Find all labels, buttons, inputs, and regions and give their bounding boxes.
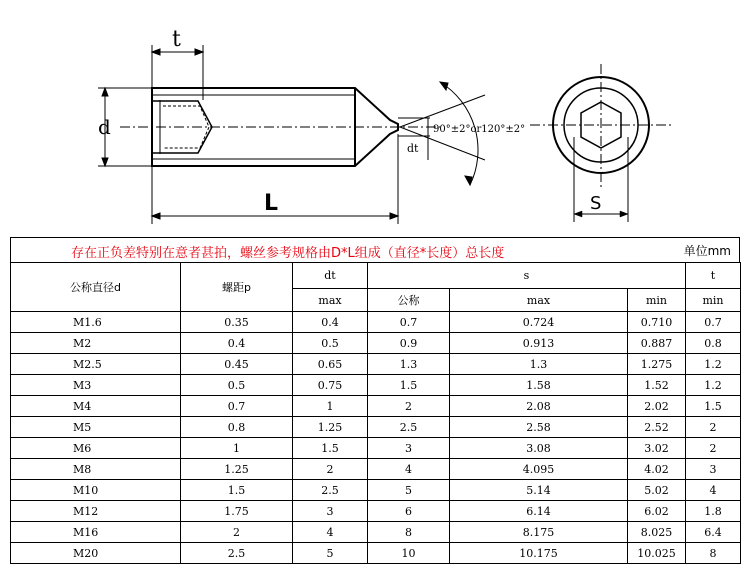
cell-size: M2.5 <box>11 354 181 375</box>
unit-label: 单位mm <box>683 244 731 258</box>
cell-t-min: 2 <box>686 417 741 438</box>
cell-size: M3 <box>11 375 181 396</box>
cell-pitch: 0.5 <box>181 375 293 396</box>
cell-s-nom: 10 <box>368 543 450 564</box>
label-L: L <box>264 191 279 216</box>
cell-s-max: 0.913 <box>450 333 628 354</box>
cell-dt-max: 0.65 <box>293 354 368 375</box>
cell-s-nom: 6 <box>368 501 450 522</box>
cell-dt-max: 1.25 <box>293 417 368 438</box>
cell-s-min: 1.52 <box>628 375 686 396</box>
cell-s-nom: 4 <box>368 459 450 480</box>
cell-s-nom: 1.5 <box>368 375 450 396</box>
cell-s-min: 4.02 <box>628 459 686 480</box>
cell-t-min: 6.4 <box>686 522 741 543</box>
cell-s-min: 2.02 <box>628 396 686 417</box>
cell-s-max: 0.724 <box>450 312 628 333</box>
cell-s-max: 2.08 <box>450 396 628 417</box>
cell-s-min: 6.02 <box>628 501 686 522</box>
cell-s-nom: 1.3 <box>368 354 450 375</box>
cell-pitch: 0.35 <box>181 312 293 333</box>
cell-dt-max: 1 <box>293 396 368 417</box>
table-row <box>11 501 741 522</box>
table-row <box>11 459 741 480</box>
cell-t-min: 0.7 <box>686 312 741 333</box>
cell-s-max: 6.14 <box>450 501 628 522</box>
header-t: t <box>686 263 741 289</box>
cell-pitch: 1.25 <box>181 459 293 480</box>
cell-s-max: 8.175 <box>450 522 628 543</box>
cell-t-min: 4 <box>686 480 741 501</box>
cell-size: M5 <box>11 417 181 438</box>
cell-size: M1.6 <box>11 312 181 333</box>
cell-size: M4 <box>11 396 181 417</box>
cell-t-min: 1.2 <box>686 354 741 375</box>
table-row <box>11 543 741 564</box>
table-row <box>11 480 741 501</box>
cell-pitch: 1.75 <box>181 501 293 522</box>
cell-t-min: 1.2 <box>686 375 741 396</box>
table-row <box>11 375 741 396</box>
cell-dt-max: 1.5 <box>293 438 368 459</box>
cell-s-max: 5.14 <box>450 480 628 501</box>
header-s-nominal: 公称 <box>368 289 450 312</box>
cell-pitch: 0.8 <box>181 417 293 438</box>
cell-s-max: 1.58 <box>450 375 628 396</box>
label-angle: 90°±2°or120°±2° <box>433 124 526 135</box>
notice-text: 存在正负差特别在意者甚拍，螺丝参考规格由D*L组成（直径*长度）总长度 <box>71 246 505 261</box>
cell-s-max: 3.08 <box>450 438 628 459</box>
cell-s-max: 10.175 <box>450 543 628 564</box>
cell-size: M12 <box>11 501 181 522</box>
notice-bar <box>10 237 740 263</box>
cell-dt-max: 0.5 <box>293 333 368 354</box>
cell-s-max: 2.58 <box>450 417 628 438</box>
cell-s-min: 8.025 <box>628 522 686 543</box>
cell-dt-max: 0.4 <box>293 312 368 333</box>
table-row <box>11 312 741 333</box>
cell-s-min: 10.025 <box>628 543 686 564</box>
cell-s-nom: 2 <box>368 396 450 417</box>
cell-pitch: 0.7 <box>181 396 293 417</box>
cell-pitch: 2 <box>181 522 293 543</box>
header-nominal: 公称直径d <box>11 263 181 312</box>
header-dt: dt <box>293 263 368 289</box>
header-pitch: 螺距p <box>181 263 293 312</box>
cell-s-nom: 3 <box>368 438 450 459</box>
cell-size: M10 <box>11 480 181 501</box>
label-t: t <box>172 27 181 52</box>
table-row <box>11 333 741 354</box>
table-row <box>11 417 741 438</box>
spec-table-body <box>11 312 741 564</box>
cell-pitch: 1 <box>181 438 293 459</box>
cell-size: M16 <box>11 522 181 543</box>
cell-pitch: 1.5 <box>181 480 293 501</box>
label-d: d <box>98 115 111 139</box>
cell-dt-max: 2.5 <box>293 480 368 501</box>
cell-t-min: 1.8 <box>686 501 741 522</box>
table-row <box>11 438 741 459</box>
cell-dt-max: 0.75 <box>293 375 368 396</box>
cell-pitch: 2.5 <box>181 543 293 564</box>
cell-s-min: 0.887 <box>628 333 686 354</box>
cell-s-nom: 2.5 <box>368 417 450 438</box>
cell-t-min: 0.8 <box>686 333 741 354</box>
set-screw-drawing <box>0 0 750 236</box>
cell-t-min: 1.5 <box>686 396 741 417</box>
cell-s-max: 4.095 <box>450 459 628 480</box>
cell-s-min: 5.02 <box>628 480 686 501</box>
header-s-max: max <box>450 289 628 312</box>
cell-s-nom: 0.9 <box>368 333 450 354</box>
cell-s-nom: 8 <box>368 522 450 543</box>
cell-s-nom: 0.7 <box>368 312 450 333</box>
spec-table <box>10 262 741 564</box>
header-s-min: min <box>628 289 686 312</box>
cell-s-min: 3.02 <box>628 438 686 459</box>
cell-size: M20 <box>11 543 181 564</box>
cell-dt-max: 4 <box>293 522 368 543</box>
cell-pitch: 0.4 <box>181 333 293 354</box>
header-s: s <box>368 263 686 289</box>
cell-s-nom: 5 <box>368 480 450 501</box>
label-s: S <box>590 193 602 214</box>
cell-t-min: 3 <box>686 459 741 480</box>
cell-size: M2 <box>11 333 181 354</box>
cell-t-min: 2 <box>686 438 741 459</box>
header-dt-max: max <box>293 289 368 312</box>
cell-pitch: 0.45 <box>181 354 293 375</box>
cell-s-min: 0.710 <box>628 312 686 333</box>
label-dt: dt <box>407 142 419 155</box>
header-t-min: min <box>686 289 741 312</box>
cell-dt-max: 5 <box>293 543 368 564</box>
cell-t-min: 8 <box>686 543 741 564</box>
table-row <box>11 522 741 543</box>
cell-s-min: 2.52 <box>628 417 686 438</box>
cell-s-max: 1.3 <box>450 354 628 375</box>
cell-dt-max: 2 <box>293 459 368 480</box>
table-row <box>11 396 741 417</box>
table-row <box>11 354 741 375</box>
cell-size: M6 <box>11 438 181 459</box>
cell-dt-max: 3 <box>293 501 368 522</box>
cell-size: M8 <box>11 459 181 480</box>
cell-s-min: 1.275 <box>628 354 686 375</box>
